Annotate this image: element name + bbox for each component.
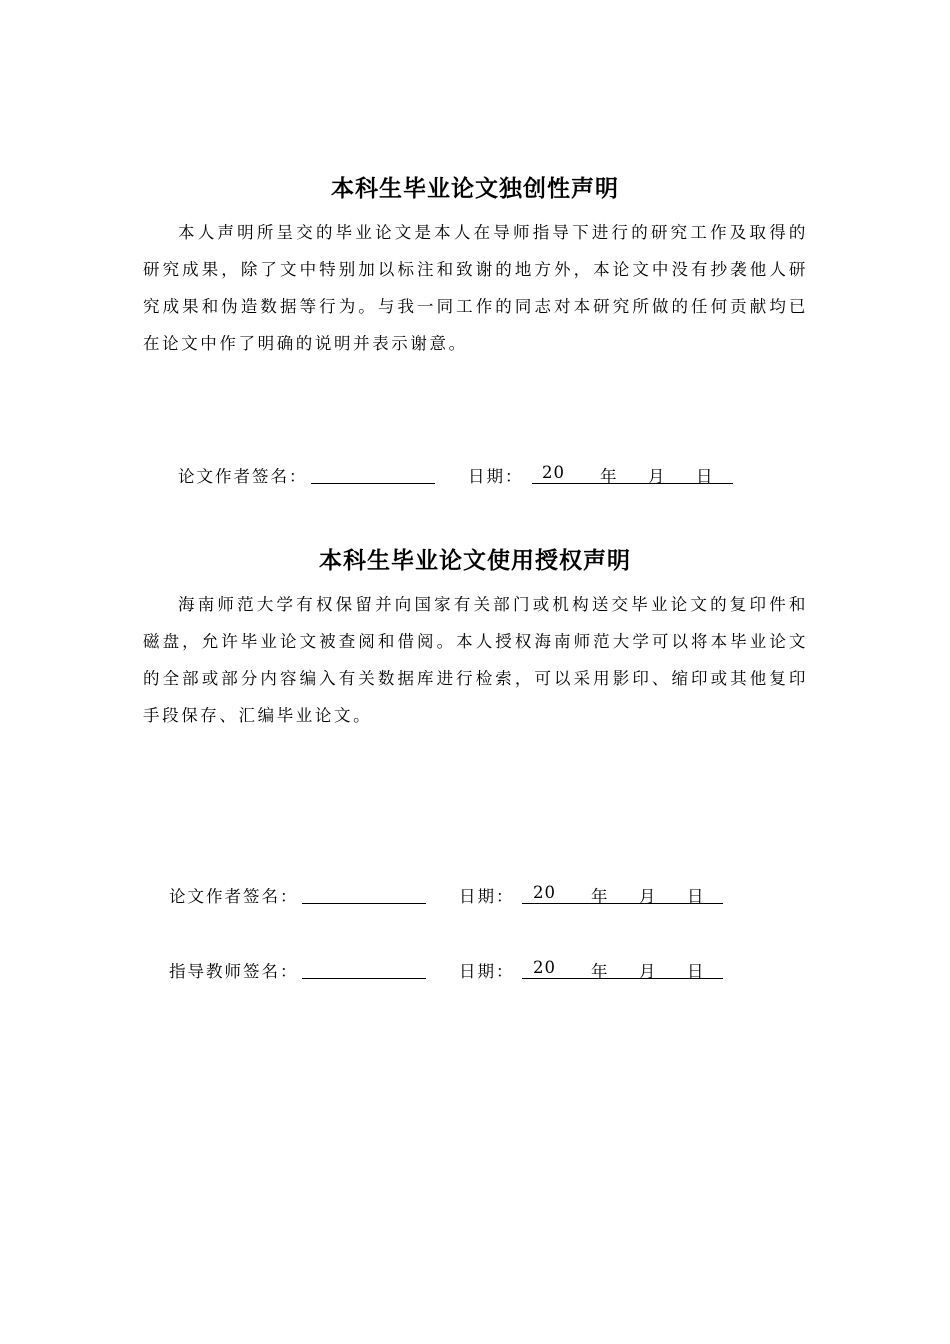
date-year: 年 xyxy=(600,467,618,486)
authorization-declaration-title: 本科生毕业论文使用授权声明 xyxy=(319,548,631,574)
date-year: 年 xyxy=(591,962,609,981)
date-day: 日 xyxy=(687,962,705,981)
authorization-declaration-body: 海南师范大学有权保留并向国家有关部门或机构送交毕业论文的复印件和磁盘，允许毕业论文被查阅和借阅。本人授权海南师范大学可以将本毕业论文的全部或部分内容编入有关数据库进行检索，可以采用影印、缩印或其他复印手段保存、汇编毕业论文。 xyxy=(143,595,808,725)
date-year-prefix: 20 xyxy=(533,958,556,977)
advisor-signature-blank[interactable] xyxy=(302,978,426,979)
author-signature-label: 论文作者签名： xyxy=(178,467,308,486)
author-signature-blank[interactable] xyxy=(311,483,435,484)
date-year: 年 xyxy=(591,887,609,906)
date-month: 月 xyxy=(639,962,657,981)
advisor-signature-label: 指导教师签名： xyxy=(169,962,299,981)
author-signature-blank[interactable] xyxy=(302,903,426,904)
date-day: 日 xyxy=(696,467,714,486)
date-month: 月 xyxy=(648,467,666,486)
date-day: 日 xyxy=(687,887,705,906)
date-month: 月 xyxy=(639,887,657,906)
originality-declaration-title: 本科生毕业论文独创性声明 xyxy=(331,176,619,202)
date-year-prefix: 20 xyxy=(542,463,565,482)
date-label: 日期： xyxy=(468,467,524,486)
date-label: 日期： xyxy=(459,962,515,981)
date-label: 日期： xyxy=(459,887,515,906)
originality-declaration-body: 本人声明所呈交的毕业论文是本人在导师指导下进行的研究工作及取得的研究成果，除了文中特别加以标注和致谢的地方外，本论文中没有抄袭他人研究成果和伪造数据等行为。与我一同工作的同志对本研究所做的任何贡献均已在论文中作了明确的说明并表示谢意。 xyxy=(143,223,808,353)
author-signature-label: 论文作者签名： xyxy=(169,887,299,906)
date-year-prefix: 20 xyxy=(533,883,556,902)
